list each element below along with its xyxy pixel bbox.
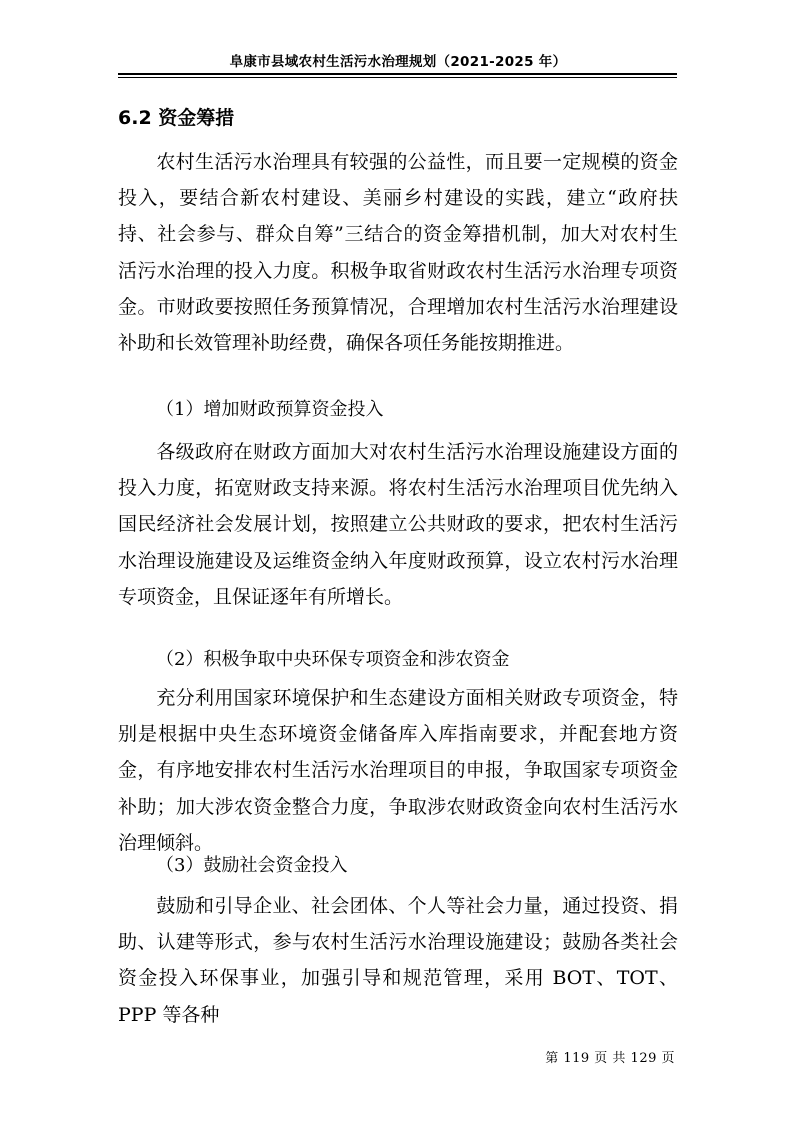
subheading-social-capital: （3）鼓励社会资金投入 bbox=[156, 855, 348, 876]
paragraph-text: 充分利用国家环境保护和生态建设方面相关财政专项资金，特别是根据中央生态环境资金储备库入库指南要求，并配套地方资金，有序地安排农村生活污水治理项目的申报，争取国家专项资金补助；加大涉农资金整合力度，争取涉农财政资金向农村生活污水治理倾斜。 bbox=[118, 687, 678, 854]
section-title: 6.2 资金筹措 bbox=[118, 107, 235, 129]
header-rule-thick bbox=[118, 73, 677, 75]
paragraph-social-capital bbox=[118, 888, 678, 1033]
paragraph-central-funds bbox=[118, 680, 678, 861]
paragraph-fiscal-budget bbox=[118, 434, 678, 615]
page-number: 第 119 页 共 129 页 bbox=[545, 1051, 675, 1066]
subheading-central-funds: （2）积极争取中央环保专项资金和涉农资金 bbox=[156, 649, 510, 670]
paragraph-funding-overview bbox=[118, 144, 678, 361]
paragraph-text: 鼓励和引导企业、社会团体、个人等社会力量，通过投资、捐助、认建等形式，参与农村生活污水治理设施建设；鼓励各类社会资金投入环保事业，加强引导和规范管理，采用 BOT、TOT、PPP 等各种 bbox=[118, 895, 678, 1026]
document-header-title: 阜康市县域农村生活污水治理规划（2021-2025 年） bbox=[229, 54, 567, 70]
header-rule-thin bbox=[118, 77, 677, 78]
paragraph-text: 农村生活污水治理具有较强的公益性，而且要一定规模的资金投入，要结合新农村建设、美丽乡村建设的实践，建立“政府扶持、社会参与、群众自筹”三结合的资金筹措机制，加大对农村生活污水治理的投入力度。积极争取省财政农村生活污水治理专项资金。市财政要按照任务预算情况，合理增加农村生活污水治理建设补助和长效管理补助经费，确保各项任务能按期推进。 bbox=[118, 151, 678, 355]
subheading-fiscal-budget: （1）增加财政预算资金投入 bbox=[156, 399, 384, 420]
paragraph-text: 各级政府在财政方面加大对农村生活污水治理设施建设方面的投入力度，拓宽财政支持来源。将农村生活污水治理项目优先纳入国民经济社会发展计划，按照建立公共财政的要求，把农村生活污水治理设施建设及运维资金纳入年度财政预算，设立农村污水治理专项资金，且保证逐年有所增长。 bbox=[118, 441, 678, 608]
